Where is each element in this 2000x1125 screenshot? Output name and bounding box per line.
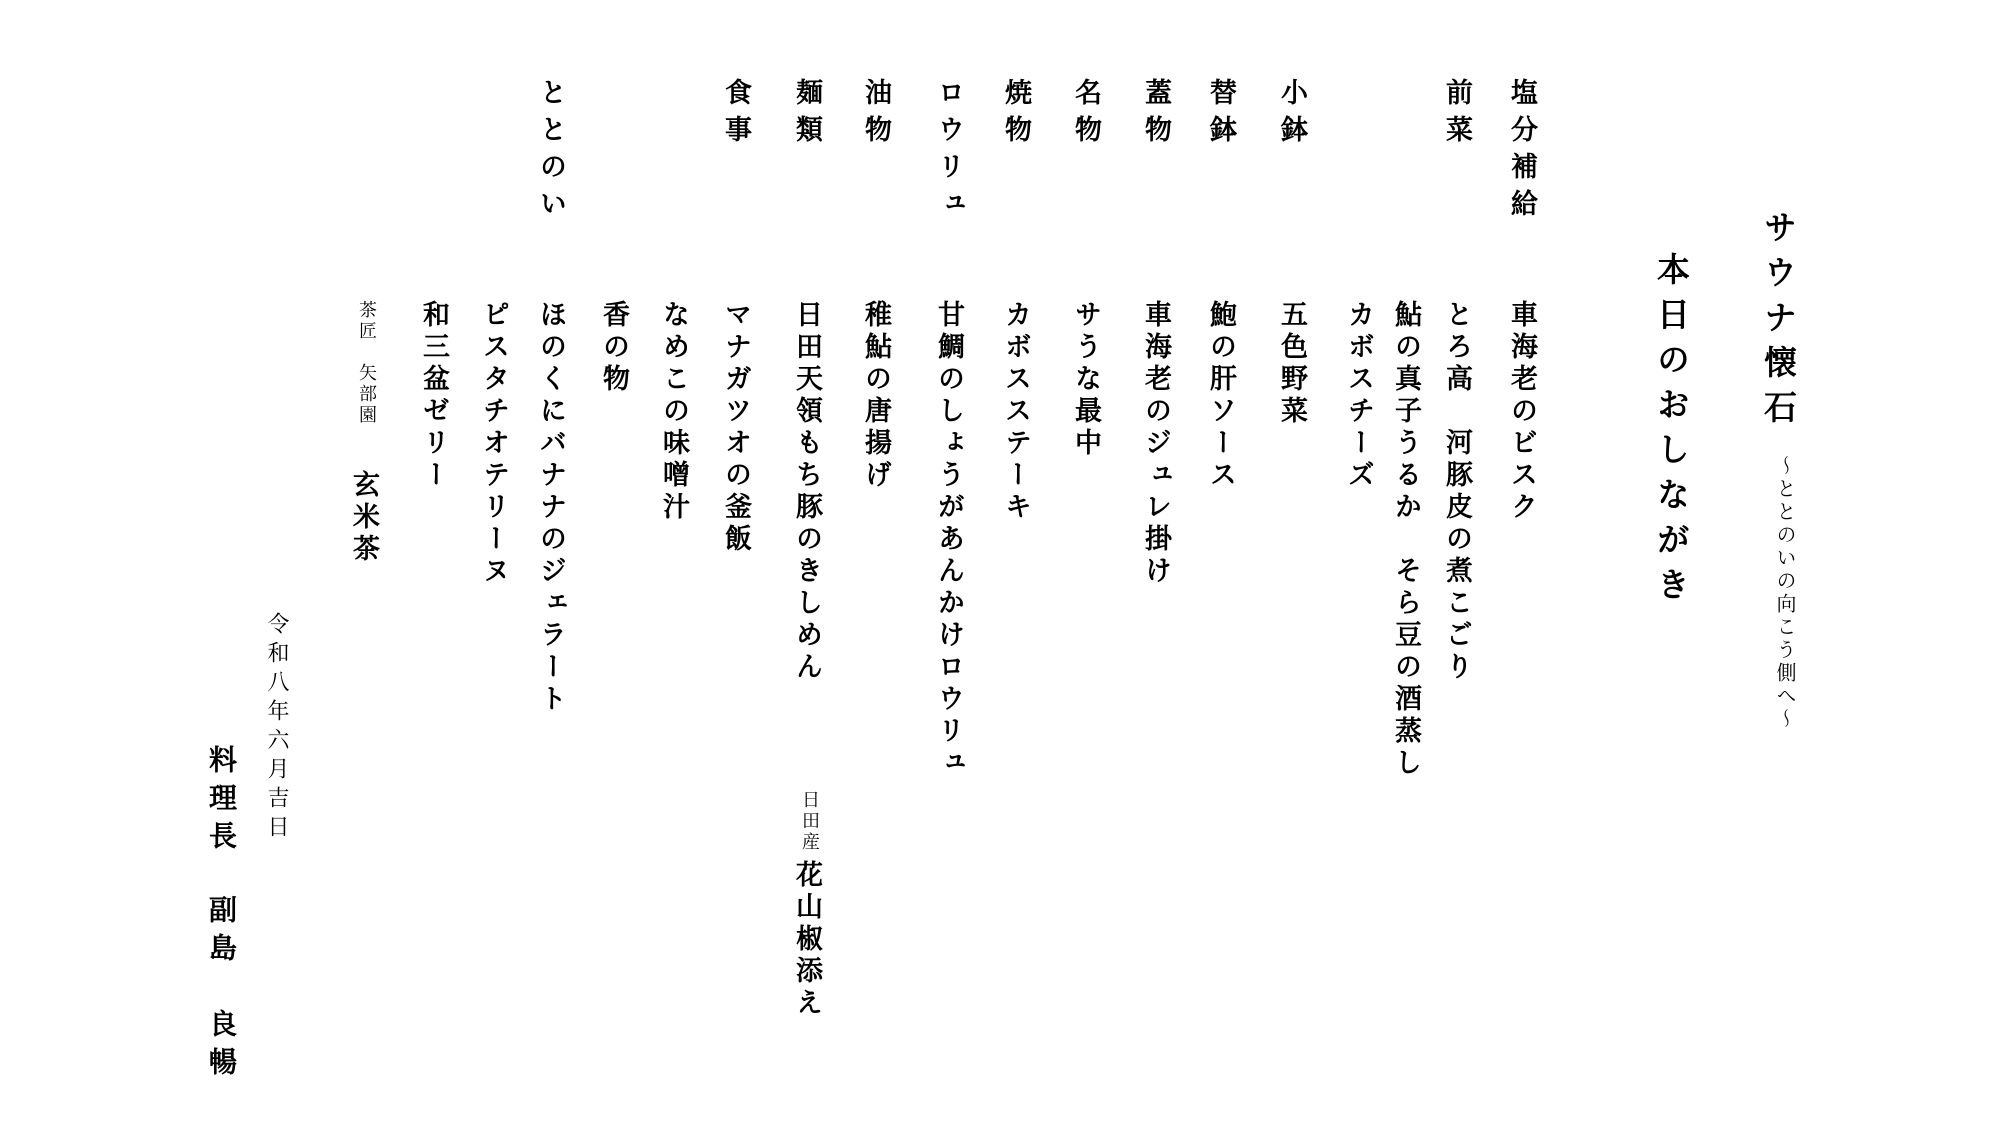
menu-heading: 本日のおしながき (1652, 252, 1691, 612)
menu-title: サウナ懐石 (1759, 210, 1798, 435)
course-label: ロウリュ (933, 78, 964, 226)
dish-item: カボスステーキ (1000, 300, 1031, 524)
chef-role: 料理長 (205, 745, 238, 859)
dish-item: カボスチーズ (1343, 300, 1374, 492)
course-label: 名物 (1070, 78, 1101, 152)
course-label: 油物 (860, 78, 891, 152)
course-label: 焼物 (1000, 78, 1031, 152)
dish-item: 車海老のジュレ掛け (1140, 300, 1171, 588)
course-label: 麺類 (791, 78, 822, 152)
dish-item: ほのくにバナナのジェラート (535, 300, 566, 716)
dish-item: 日田天領もち豚のきしめん (791, 300, 822, 684)
dish-item: 鮎の真子うるか そら豆の酒蒸し (1390, 300, 1421, 780)
dish-item: とろ高 河豚皮の煮こごり (1441, 300, 1472, 684)
chef-name: 副島 良暢 (205, 895, 238, 1085)
dish-item: なめこの味噌汁 (658, 300, 689, 524)
menu-subtitle: ～ととのいの向こう側へ～ (1773, 455, 1797, 731)
dish-item: 花山椒添え (791, 860, 822, 1020)
dish-item: ピスタチオテリーヌ (478, 300, 509, 588)
dish-item: 和三盆ゼリー (418, 300, 449, 492)
dish-item: 稚鮎の唐揚げ (860, 300, 891, 492)
menu-date: 令和八年六月吉日 (264, 612, 289, 844)
dish-item: サうな最中 (1070, 300, 1101, 460)
dish-item: 五色野菜 (1276, 300, 1307, 428)
course-label: 食事 (720, 78, 751, 152)
dish-item: 鮑の肝ソース (1205, 300, 1236, 492)
course-label: 小鉢 (1276, 78, 1307, 152)
dish-item: 甘鯛のしょうがあんかけロウリュ (933, 300, 964, 780)
dish-item: マナガツオの釜飯 (720, 300, 751, 556)
course-label: 蓋物 (1140, 78, 1171, 152)
course-label: 塩分補給 (1506, 78, 1537, 226)
tea-maker: 茶匠 矢部園 (356, 300, 377, 426)
dish-origin-note: 日田産 (799, 790, 820, 853)
course-label: 前菜 (1441, 78, 1472, 152)
course-label: ととのい (535, 78, 566, 226)
dish-item: 車海老のビスク (1506, 300, 1537, 524)
tea-name: 玄米茶 (348, 470, 379, 566)
dish-item: 香の物 (598, 300, 629, 396)
course-label: 替鉢 (1205, 78, 1236, 152)
